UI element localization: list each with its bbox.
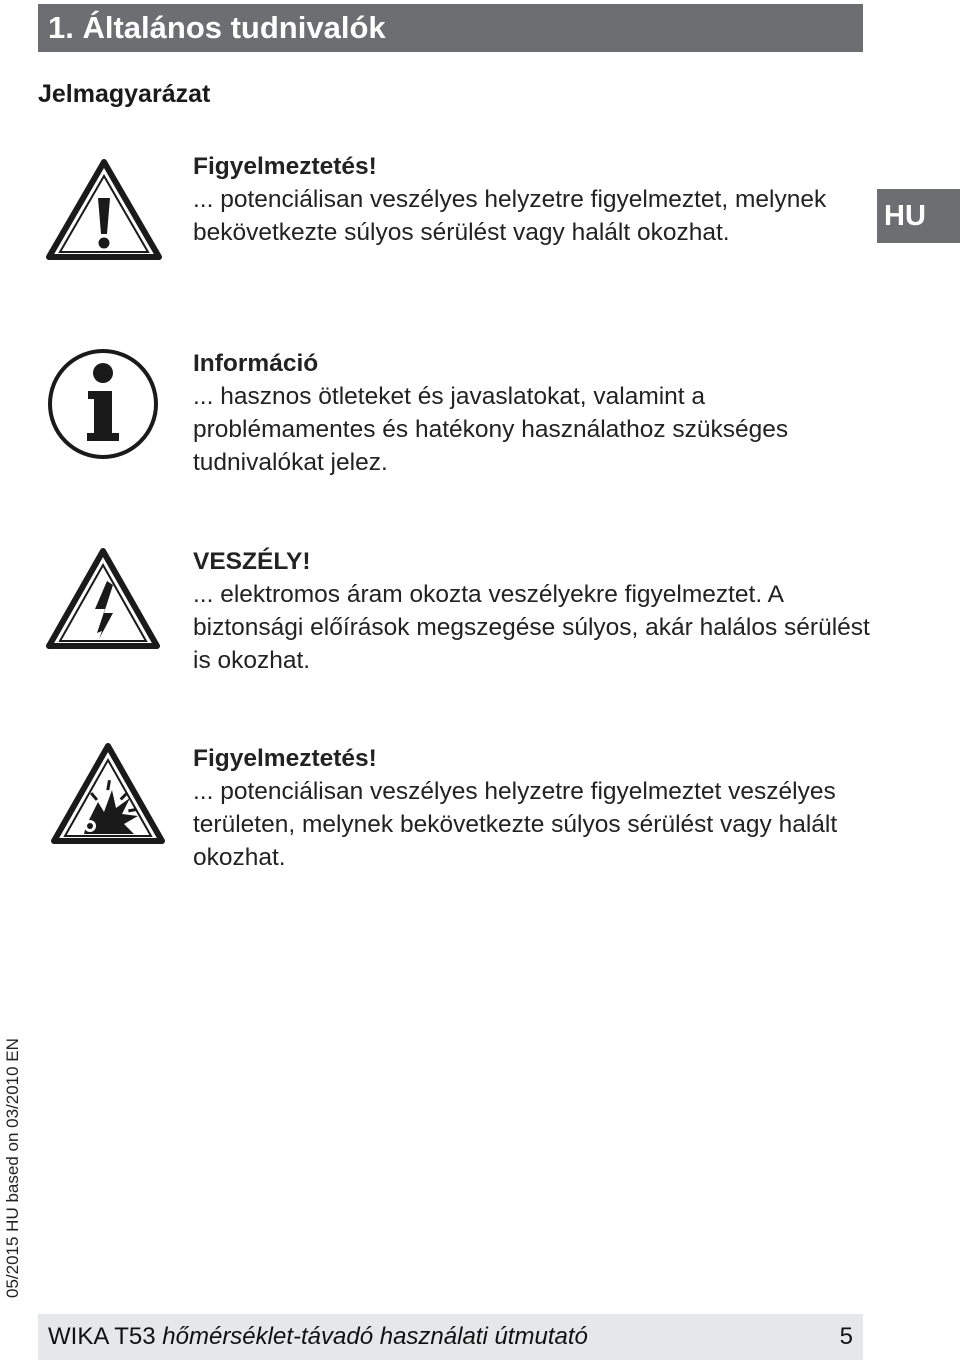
notice-body: ... potenciálisan veszélyes helyzetre figyelmeztet, melynek bekövetkezte súlyos sérülést vagy halált okozhat.: [193, 186, 827, 246]
section-header: 1. Általános tudnivalók: [38, 4, 863, 52]
language-tab: HU: [877, 189, 960, 243]
explosion-hazard-icon: [50, 742, 166, 846]
footer-brand: WIKA T53: [48, 1323, 163, 1350]
page-footer: [38, 1314, 863, 1360]
notice-body: ... potenciálisan veszélyes helyzetre figyelmeztet veszélyes területen, melynek bekövetkezte súlyos sérülést vagy halált okozhat.: [193, 778, 838, 871]
notice-body: ... hasznos ötleteket és javaslatokat, valamint a problémamentes és hatékony használathoz szükséges tudnivalókat jelez.: [193, 383, 789, 476]
notice-title: Figyelmeztetés!: [193, 745, 377, 772]
revision-note: 05/2015 HU based on 03/2010 EN: [3, 1038, 22, 1298]
notice-body: ... elektromos áram okozta veszélyekre figyelmeztet. A biztonsági előírások megszegése súlyos, akár halálos sérülést is okozhat.: [193, 581, 870, 674]
footer-title: [48, 1323, 588, 1351]
information-icon: [46, 347, 160, 461]
warning-exclamation-icon: [45, 158, 163, 262]
footer-document-title: hőmérséklet-távadó használati útmutató: [162, 1323, 588, 1350]
page-number: 5: [839, 1323, 853, 1350]
electrical-hazard-icon: [45, 547, 161, 651]
notice-title: VESZÉLY!: [193, 548, 311, 575]
subheading: Jelmagyarázat: [38, 80, 211, 108]
notice-title: Figyelmeztetés!: [193, 153, 377, 180]
notice-title: Információ: [193, 350, 319, 377]
